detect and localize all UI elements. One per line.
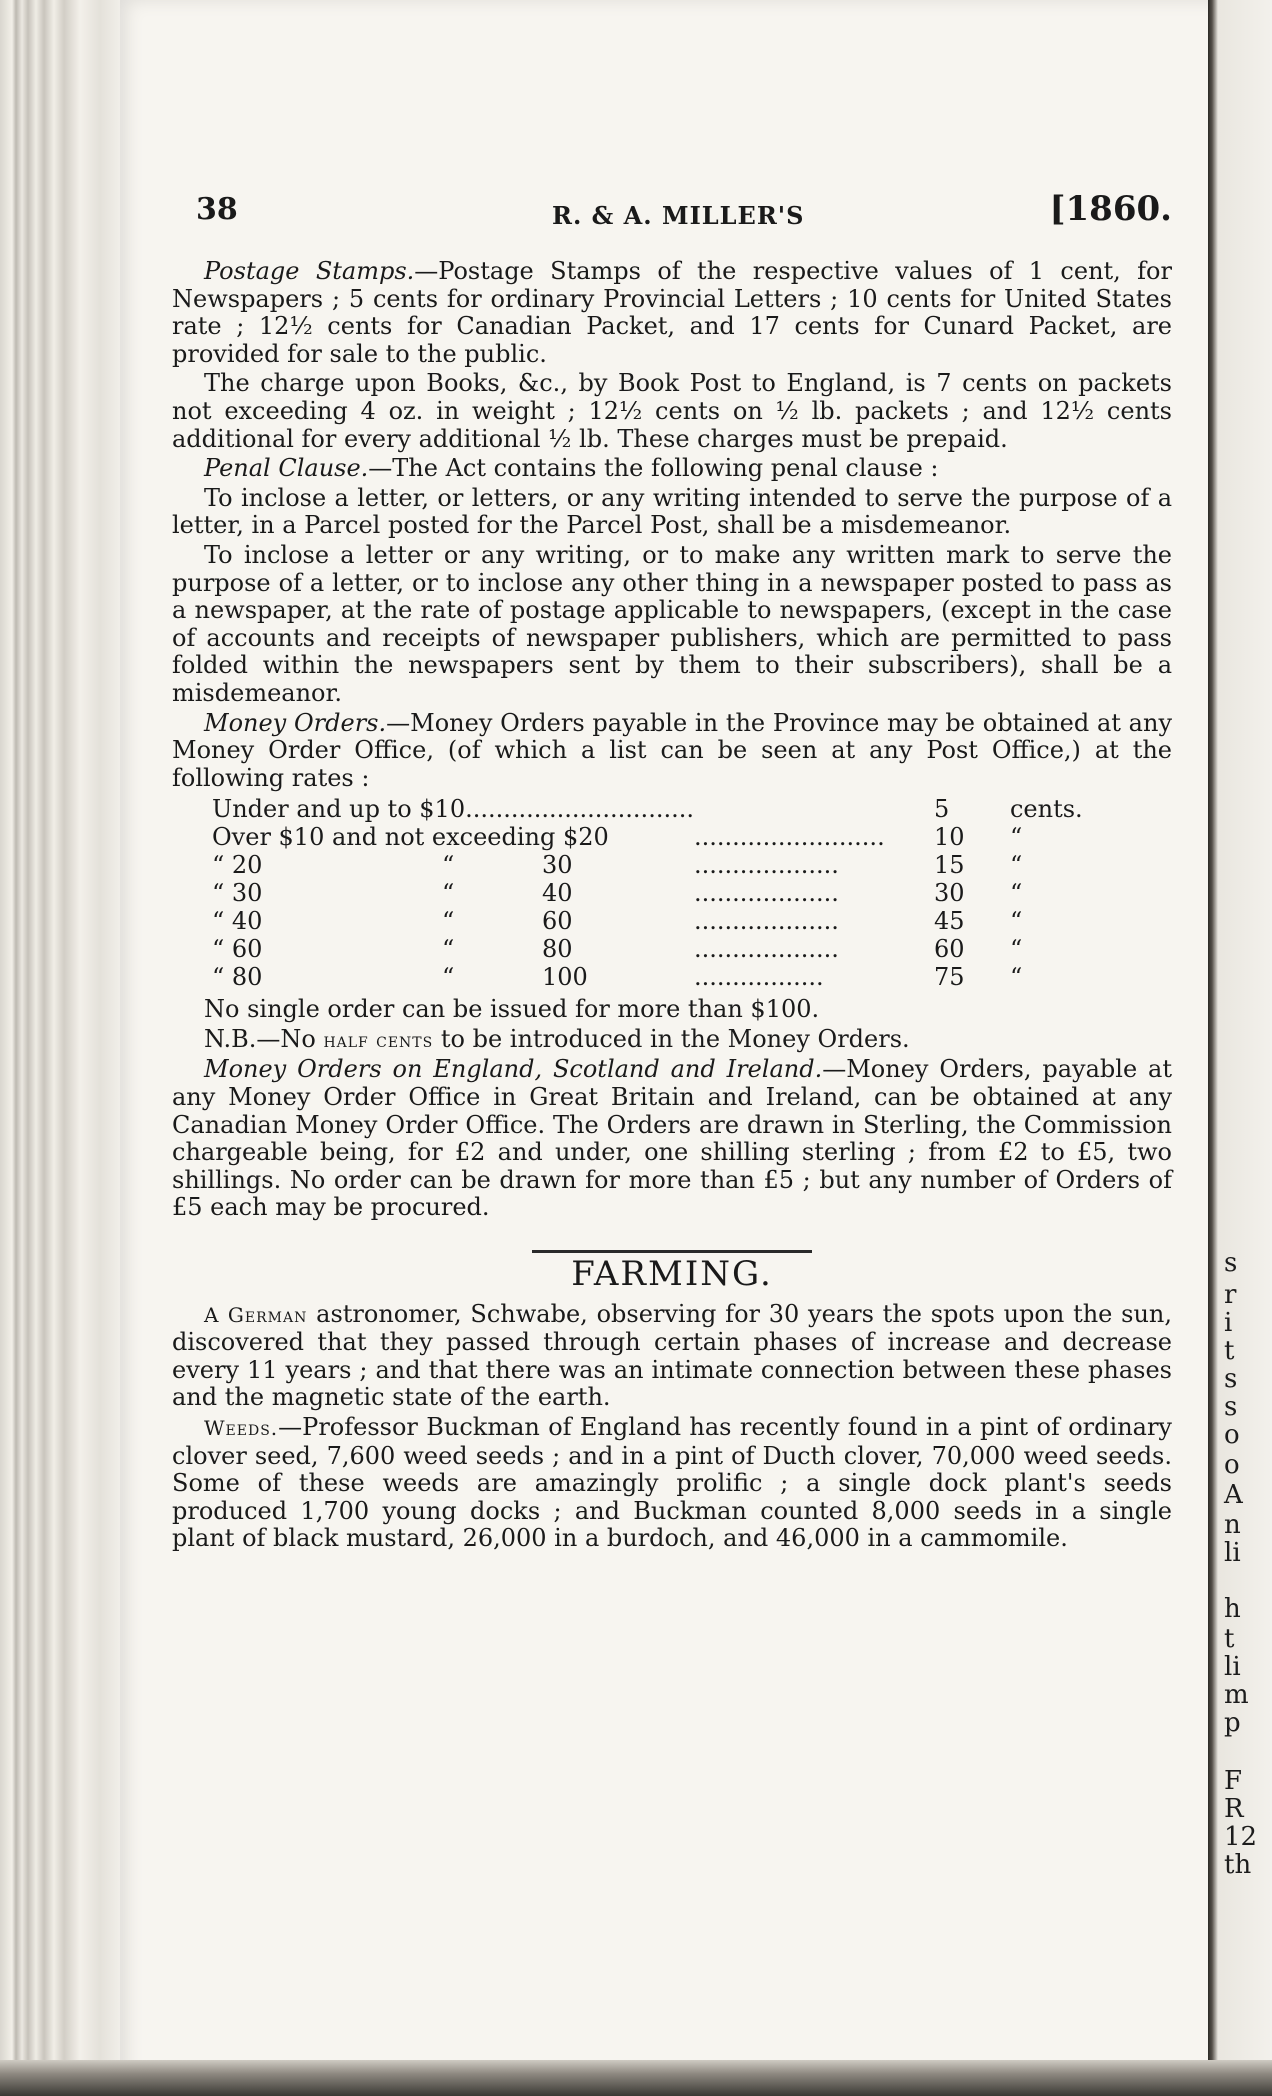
rate-dots: ................... xyxy=(693,907,839,936)
rate-unit: “ xyxy=(1009,823,1023,852)
rate-to: $20 xyxy=(563,823,609,852)
margin-letter: s xyxy=(1224,1248,1238,1278)
postage-stamps-paragraph xyxy=(172,258,1172,368)
postage-stamps-text: —Postage Stamps of the respective values of 1 cent, for Newspapers ; 5 cents for ordinary Provincial Letters ; 10 cents for United States rate ; 12½ cents for Canadian Packet, and 17 cents for Cunard Packet, are provided for sale to the public. xyxy=(172,257,1172,368)
nb-suffix: to be introduced in the Money Orders. xyxy=(433,1024,910,1053)
table-row xyxy=(212,964,1083,992)
margin-letter: o xyxy=(1224,1450,1240,1480)
margin-letter: h xyxy=(1224,1594,1241,1624)
rate-from: “ 20 xyxy=(212,851,263,880)
page-bottom-edge xyxy=(0,2060,1272,2096)
money-order-rates-table xyxy=(212,796,1083,992)
margin-letter: n xyxy=(1224,1510,1241,1540)
rate-from: “ 60 xyxy=(212,935,263,964)
rate-ditto: “ xyxy=(442,907,455,936)
margin-letter: th xyxy=(1224,1850,1252,1880)
rate-fee: 60 xyxy=(933,935,965,964)
rate-fee: 30 xyxy=(933,879,965,908)
rate-dots: ................... xyxy=(693,935,839,964)
margin-letter: r xyxy=(1224,1280,1237,1310)
weeds-caps: Weeds. xyxy=(204,1416,279,1440)
table-row xyxy=(212,936,1083,964)
rate-dots: ................... xyxy=(693,879,839,908)
margin-letter: m xyxy=(1224,1680,1249,1710)
money-orders-paragraph xyxy=(172,710,1172,793)
rate-unit: “ xyxy=(1009,907,1023,936)
table-row xyxy=(212,852,1083,880)
margin-letter: o xyxy=(1224,1420,1240,1450)
margin-letter: p xyxy=(1224,1708,1241,1738)
rate-unit: cents. xyxy=(1009,795,1083,824)
margin-letter: t xyxy=(1224,1336,1235,1366)
running-title: R. & A. MILLER'S xyxy=(552,201,805,230)
penal-clause-lead: Penal Clause. xyxy=(204,454,369,483)
rate-from: Over $10 and not exceeding xyxy=(212,823,556,852)
rate-unit: “ xyxy=(1009,935,1023,964)
header-year: [1860. xyxy=(1049,189,1172,229)
nb-note xyxy=(172,1026,1172,1055)
rate-fee: 75 xyxy=(933,963,965,992)
margin-letter: R xyxy=(1224,1794,1244,1824)
rate-to: 80 xyxy=(542,935,573,964)
rate-dots: ................... xyxy=(693,851,839,880)
rate-dots: .............................. xyxy=(465,795,694,824)
margin-letter: 12 xyxy=(1224,1822,1258,1852)
rate-from: Under and up to $10 xyxy=(212,795,466,824)
table-row xyxy=(212,796,1083,824)
nb-caps: half cents xyxy=(323,1027,434,1052)
table-row xyxy=(212,908,1083,936)
uk-money-orders-paragraph xyxy=(172,1056,1172,1222)
rate-from: “ 30 xyxy=(212,879,263,908)
rate-to: 60 xyxy=(542,907,573,936)
uk-money-orders-text: —Money Orders, payable at any Money Order Office in Great Britain and Ireland, can be obtained at any Canadian Money Order Office. The Orders are drawn in Sterling, the Commission chargeable being, for £2 and under, one shilling sterling ; from £2 to £5, two shillings. No order can be drawn for more than £5 ; but any number of Orders of £5 each may be procured. xyxy=(172,1055,1172,1222)
rate-dots: ................. xyxy=(693,963,824,992)
running-header xyxy=(172,189,1172,240)
uk-money-orders-lead: Money Orders on England, Scotland and Ireland. xyxy=(204,1055,823,1084)
penal-clause-item: To inclose a letter or any writing, or to make any written mark to serve the purpose of a letter, or to inclose any other thing in a newspaper posted to pass as a newspaper, at the rate of postage applicable to newspapers, (except in the case of accounts and receipts of newspaper publishers, which are permitted to pass folded within the newspapers sent by them to their subscribers), shall be a misdemeanor. xyxy=(172,540,1172,707)
schwabe-caps: A German xyxy=(204,1302,308,1327)
rate-from: “ 80 xyxy=(212,963,263,992)
book-post-paragraph: The charge upon Books, &c., by Book Post to England, is 7 cents on packets not exceeding 4 oz. in weight ; 12½ cents on ½ lb. packets ; and 12½ cents additional for every additional ½ lb. These charges must be prepaid. xyxy=(172,369,1172,453)
table-row xyxy=(212,824,1083,852)
margin-letter: s xyxy=(1224,1364,1238,1394)
rate-ditto: “ xyxy=(442,963,455,992)
weeds-paragraph xyxy=(172,1414,1172,1553)
rate-fee: 5 xyxy=(933,795,950,824)
rate-to: 30 xyxy=(542,851,573,880)
money-order-limit: No single order can be issued for more than $100. xyxy=(204,995,820,1024)
rate-fee: 15 xyxy=(933,851,965,880)
weeds-text: —Professor Buckman of England has recently found in a pint of ordinary clover seed, 7,600 weed seeds ; and in a pint of Ducth clover, 70,000 weed seeds. Some of these weeds are amazingly prolific ; a single dock plant's seeds produced 1,700 young docks ; and Buckman counted 8,000 seeds in a single plant of black mustard, 26,000 in a burdoch, and 46,000 in a cammomile. xyxy=(172,1413,1172,1553)
rate-ditto: “ xyxy=(442,935,455,964)
table-row xyxy=(212,880,1083,908)
rate-unit: “ xyxy=(1009,963,1023,992)
margin-letter: F xyxy=(1224,1766,1243,1796)
adjacent-page-edge xyxy=(1208,0,1272,2096)
penal-clause-text: —The Act contains the following penal clause : xyxy=(368,454,939,483)
rate-unit: “ xyxy=(1009,851,1023,880)
money-orders-text: —Money Orders payable in the Province may be obtained at any Money Order Office, (of which a list can be seen at any Post Office,) at the following rates : xyxy=(172,708,1172,792)
rate-to: 40 xyxy=(542,879,573,908)
margin-letter: li xyxy=(1224,1652,1241,1682)
rate-ditto: “ xyxy=(442,851,455,880)
rate-fee: 45 xyxy=(933,907,965,936)
penal-clause-item: To inclose a letter, or letters, or any writing intended to serve the purpose of a letter, in a Parcel posted for the Parcel Post, shall be a misdemeanor. xyxy=(172,483,1172,540)
margin-letter: A xyxy=(1224,1480,1243,1510)
schwabe-paragraph xyxy=(172,1301,1172,1412)
rate-fee: 10 xyxy=(933,823,965,852)
page-content xyxy=(172,189,1172,1555)
nb-prefix: N.B.—No xyxy=(204,1024,324,1053)
penal-clause-paragraph xyxy=(172,455,1172,483)
margin-letter: li xyxy=(1224,1538,1241,1568)
rate-dots: ......................... xyxy=(693,823,885,852)
rate-unit: “ xyxy=(1009,879,1023,908)
section-heading: FARMING. xyxy=(571,1254,773,1295)
rate-ditto: “ xyxy=(442,879,455,908)
book-binding xyxy=(0,0,128,2096)
rate-from: “ 40 xyxy=(212,907,263,936)
postage-stamps-lead: Postage Stamps. xyxy=(204,257,415,285)
money-orders-lead: Money Orders. xyxy=(204,708,387,737)
section-divider xyxy=(532,1250,812,1253)
schwabe-text: astronomer, Schwabe, observing for 30 years the spots upon the sun, discovered that they passed through certain phases of increase and decrease every 11 years ; and that there was an intimate connection between these phases and the magnetic state of the earth. xyxy=(172,1299,1172,1412)
margin-letter: i xyxy=(1224,1308,1233,1338)
rate-to: 100 xyxy=(542,963,588,992)
page-number: 38 xyxy=(196,192,238,227)
margin-letter: s xyxy=(1224,1392,1238,1422)
margin-letter: t xyxy=(1224,1624,1235,1654)
